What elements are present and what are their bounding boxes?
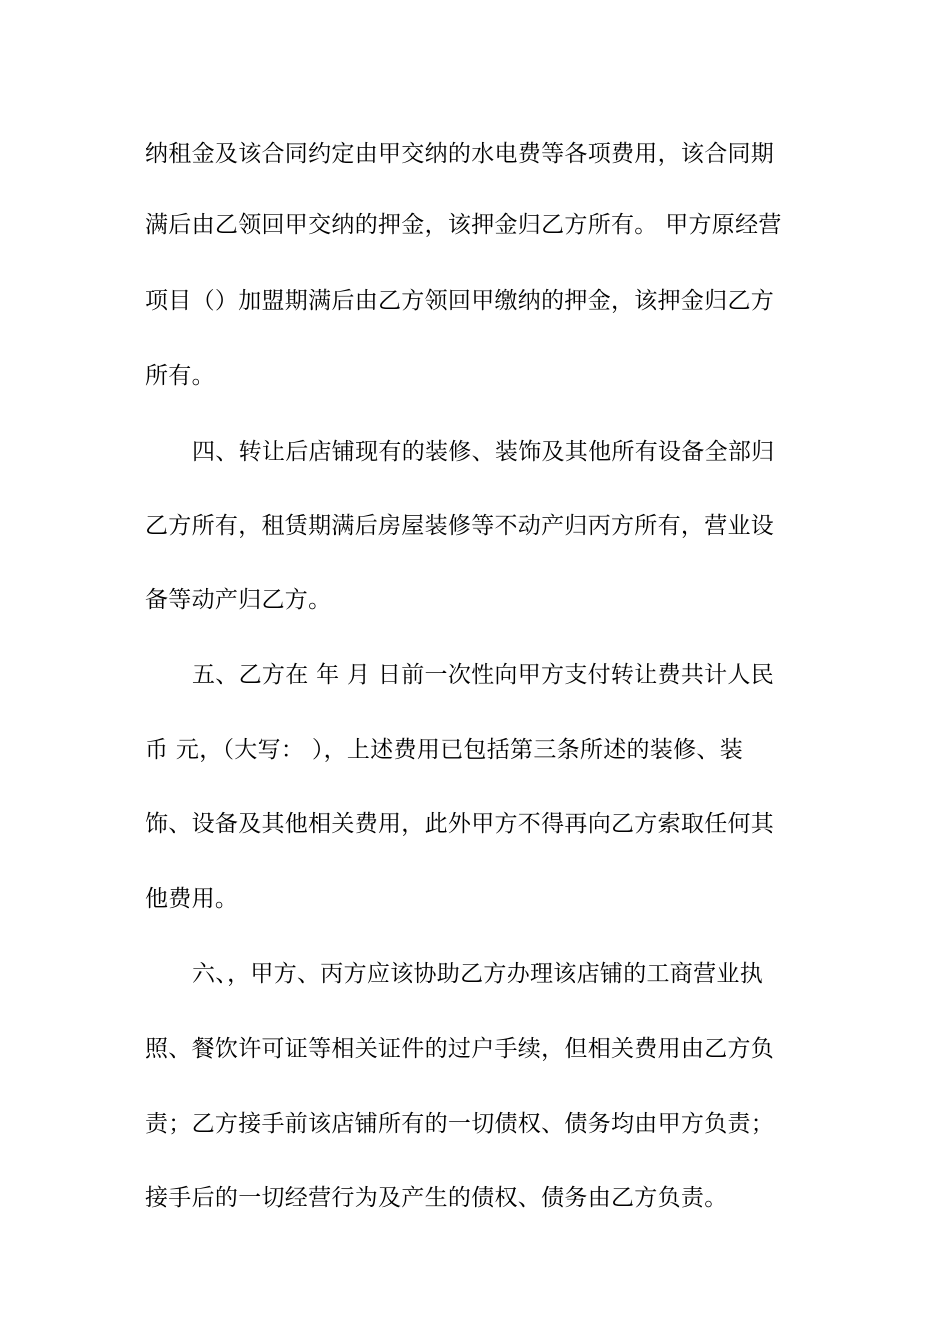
text-line: 满后由乙领回甲交纳的押金，该押金归乙方所有。 甲方原经营 (145, 212, 782, 238)
text-line: 纳租金及该合同约定由甲交纳的水电费等各项费用，该合同期 (145, 141, 775, 167)
text-line: 备等动产归乙方。 (145, 587, 332, 613)
text-line: 他费用。 (145, 886, 239, 912)
text-line: 所有。 (145, 363, 215, 389)
text-line: 乙方所有，租赁期满后房屋装修等不动产归丙方所有，营业设 (145, 513, 775, 539)
text-line: 接手后的一切经营行为及产生的债权、债务由乙方负责。 (145, 1185, 728, 1211)
text-line: 币 元，（大写： ），上述费用已包括第三条所述的装修、装 (145, 737, 744, 763)
paragraph-four-first-line: 四、转让后店铺现有的装修、装饰及其他所有设备全部归 (192, 439, 775, 465)
text-line: 责；乙方接手前该店铺所有的一切债权、债务均由甲方负责； (145, 1111, 775, 1137)
paragraph-six-first-line: 六、，甲方、丙方应该协助乙方办理该店铺的工商营业执 (192, 961, 763, 987)
text-line: 饰、设备及其他相关费用，此外甲方不得再向乙方索取任何其 (145, 811, 775, 837)
text-line: 项目（）加盟期满后由乙方领回甲缴纳的押金，该押金归乙方 (145, 288, 775, 314)
text-line: 照、餐饮许可证等相关证件的过户手续，但相关费用由乙方负 (145, 1036, 775, 1062)
paragraph-five-first-line: 五、乙方在 年 月 日前一次性向甲方支付转让费共计人民 (192, 662, 775, 688)
